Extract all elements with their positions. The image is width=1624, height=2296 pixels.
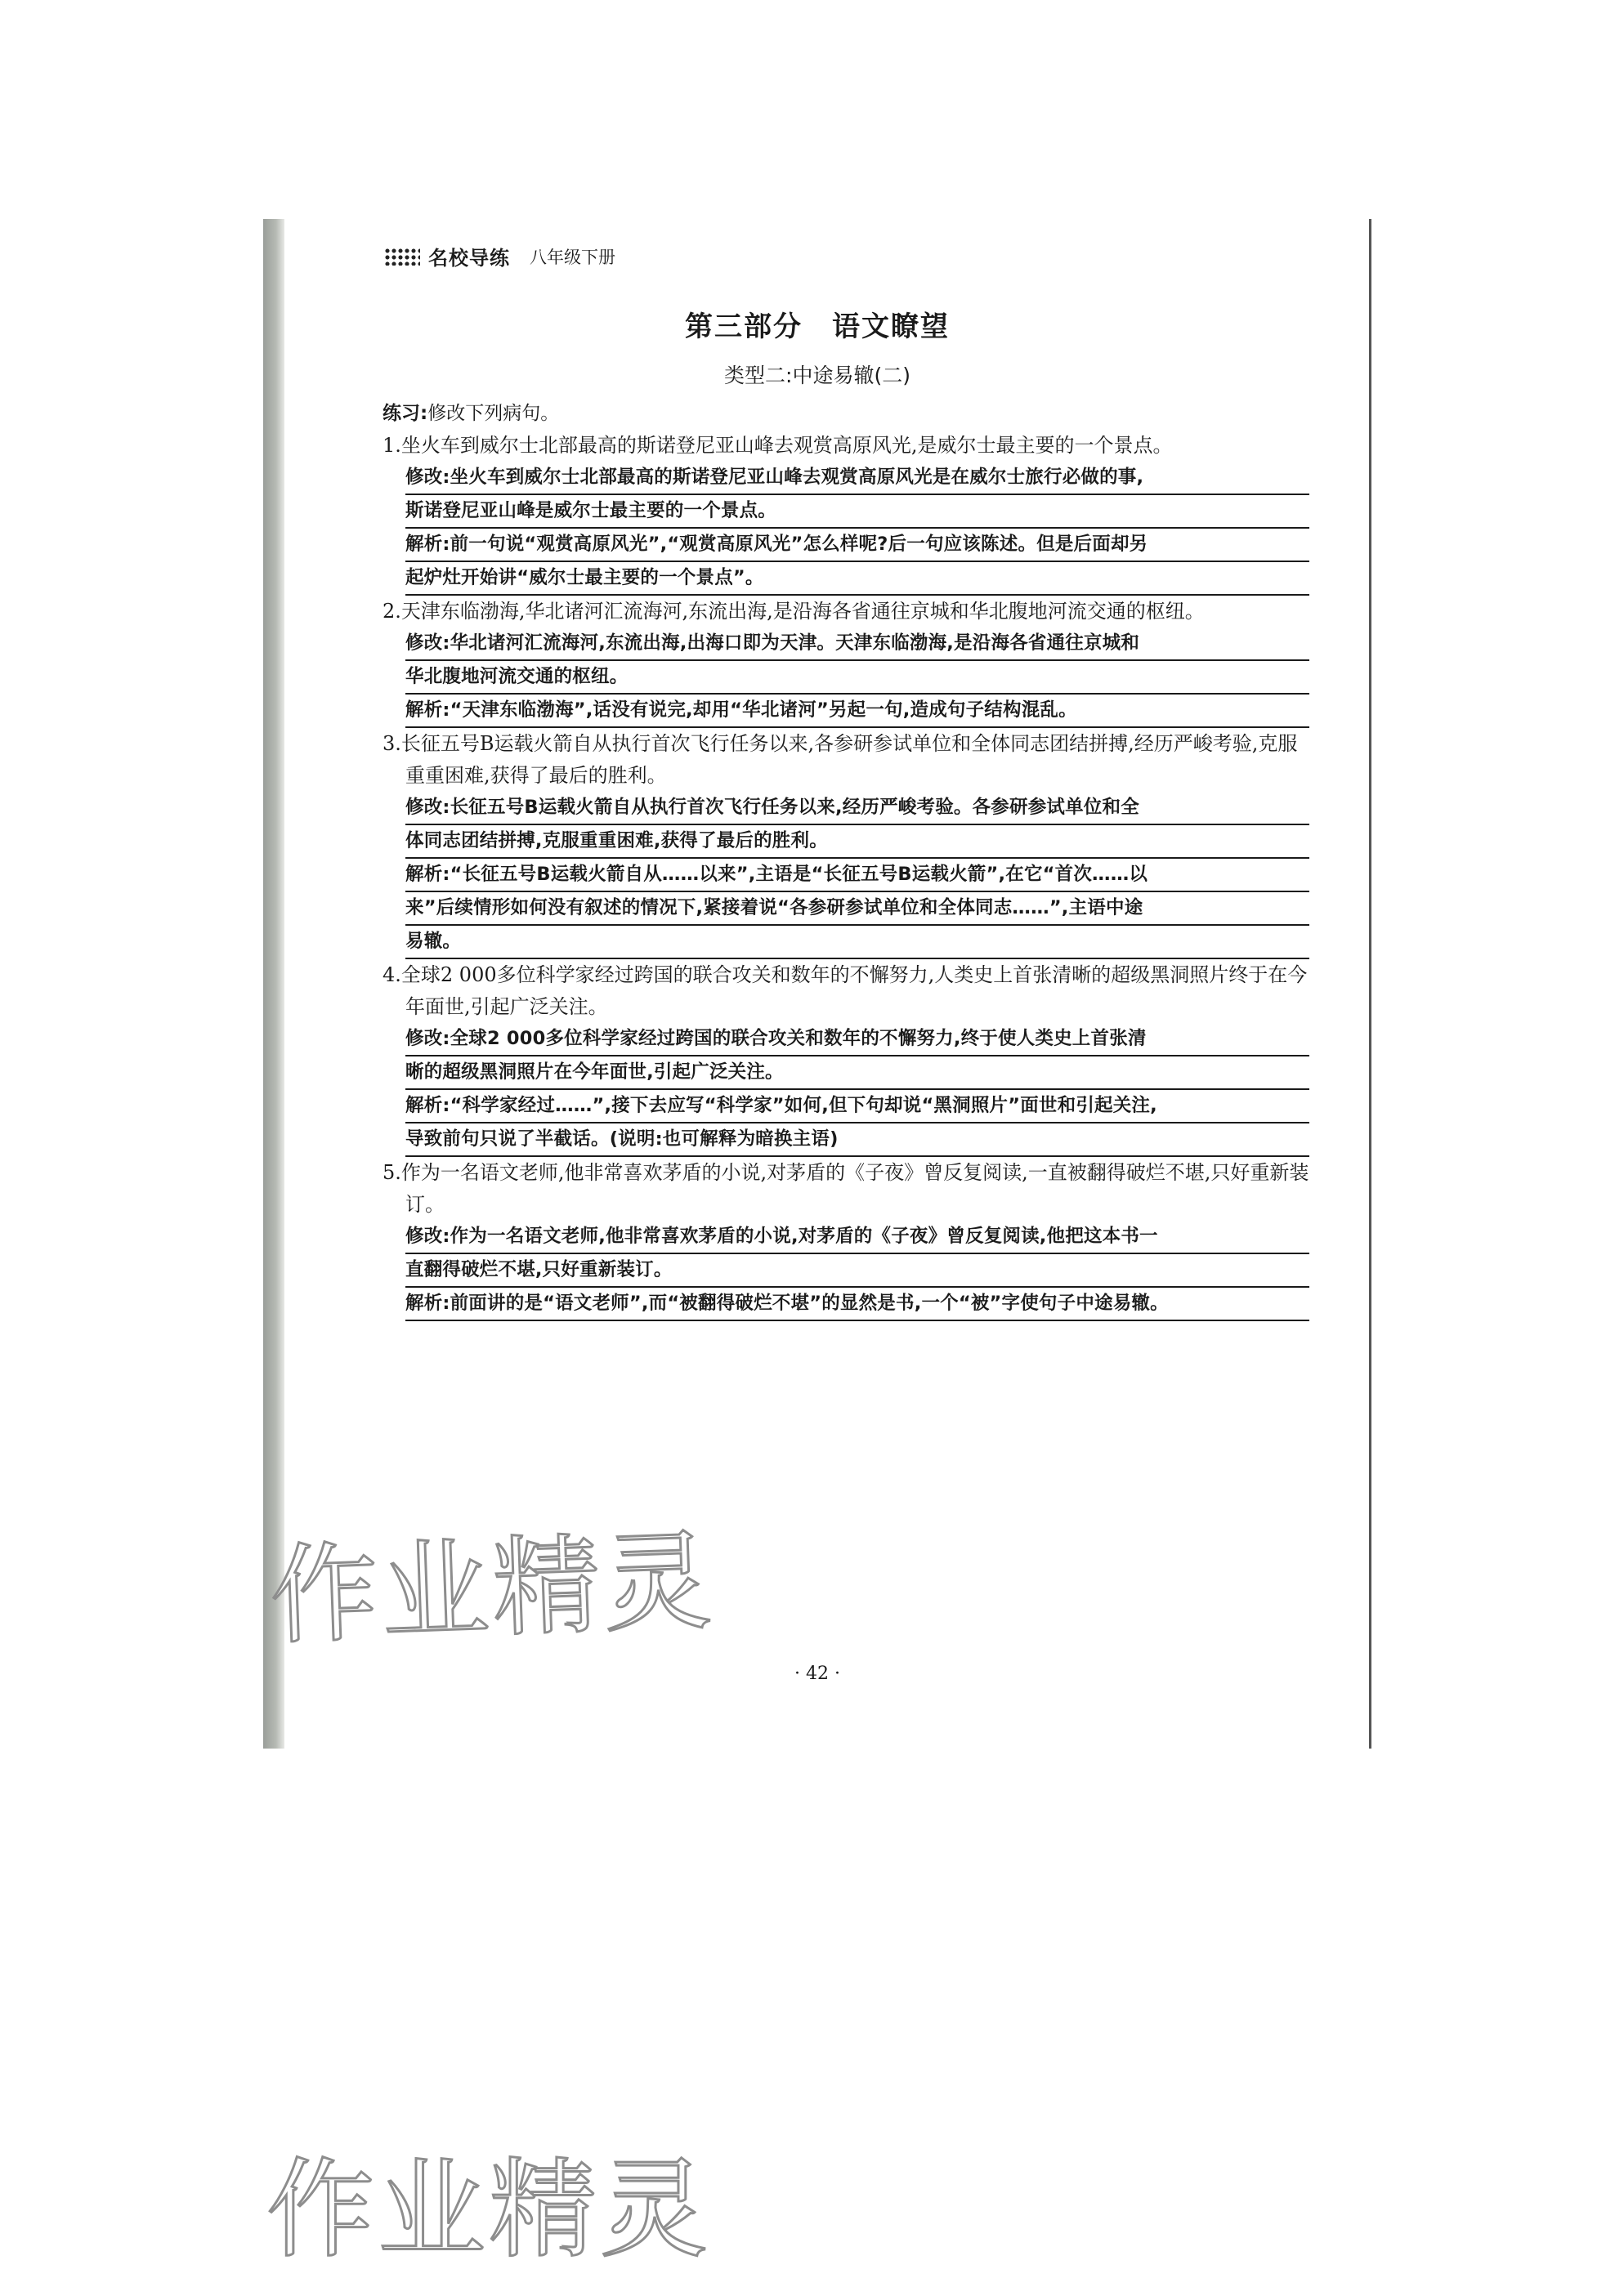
revision-line: 华北腹地河流交通的枢纽。 (405, 661, 1309, 695)
analysis-block (405, 859, 1309, 959)
analysis-line: 解析:“长征五号B运载火箭自从……以来”,主语是“长征五号B运载火箭”,在它“首次……以 (405, 859, 1309, 892)
analysis-block (405, 529, 1309, 596)
revision-line: 修改:作为一名语文老师,他非常喜欢茅盾的小说,对茅盾的《子夜》曾反复阅读,他把这本书一 (405, 1221, 1309, 1254)
revision-line: 斯诺登尼亚山峰是威尔士最主要的一个景点。 (405, 495, 1309, 529)
revision-block (405, 1023, 1309, 1090)
revision-block (405, 628, 1309, 695)
analysis-line: 解析:“天津东临渤海”,话没有说完,却用“华北诸河”另起一句,造成句子结构混乱。 (405, 695, 1309, 728)
watermark-text: 作业精灵 (266, 2147, 711, 2273)
revision-line: 修改:坐火车到威尔士北部最高的斯诺登尼亚山峰去观赏高原风光是在威尔士旅行必做的事, (405, 462, 1309, 495)
analysis-block (405, 1090, 1309, 1157)
scan-right-border (1369, 219, 1371, 1749)
exercise-content (383, 397, 1309, 1321)
question-text: 4.全球2 000多位科学家经过跨国的联合攻关和数年的不懈努力,人类史上首张清晰的超级黑洞照片终于在今年面世,引起广泛关注。 (383, 963, 1308, 1018)
revision-line: 体同志团结拼搏,克服重重困难,获得了最后的胜利。 (405, 825, 1309, 859)
revision-block (405, 462, 1309, 529)
dot-grid-icon (384, 248, 420, 266)
analysis-line: 起炉灶开始讲“威尔士最主要的一个景点”。 (405, 562, 1309, 596)
question-text: 1.坐火车到威尔士北部最高的斯诺登尼亚山峰去观赏高原风光,是威尔士最主要的一个景点。 (383, 434, 1173, 457)
exercise-heading (383, 397, 1309, 430)
revision-block (405, 1221, 1309, 1288)
section-title: 类型二:中途易辙(二) (724, 364, 910, 387)
revision-line: 晰的超级黑洞照片在今年面世,引起广泛关注。 (405, 1056, 1309, 1090)
analysis-line: 导致前句只说了半截话。(说明:也可解释为暗换主语) (405, 1123, 1309, 1157)
question-text: 3.长征五号B运载火箭自从执行首次飞行任务以来,各参研参试单位和全体同志团结拼搏,经历严峻考验,克服重重困难,获得了最后的胜利。 (383, 732, 1298, 787)
watermark-text: 作业精灵 (267, 1518, 717, 1660)
revision-line: 修改:华北诸河汇流海河,东流出海,出海口即为天津。天津东临渤海,是沿海各省通往京城和 (405, 628, 1309, 661)
exercise-label: 练习: (383, 403, 428, 424)
analysis-line: 解析:前面讲的是“语文老师”,而“被翻得破烂不堪”的显然是书,一个“被”字使句子中途易辙。 (405, 1288, 1309, 1321)
page-header (384, 242, 615, 270)
exercise-item (383, 596, 1309, 728)
exercise-item (383, 959, 1309, 1157)
analysis-block (405, 695, 1309, 728)
revision-line: 直翻得破烂不堪,只好重新装订。 (405, 1254, 1309, 1288)
analysis-line: 易辙。 (405, 926, 1309, 959)
exercise-instruction: 修改下列病句。 (427, 403, 560, 424)
page-number: · 42 · (794, 1664, 840, 1684)
question-text: 5.作为一名语文老师,他非常喜欢茅盾的小说,对茅盾的《子夜》曾反复阅读,一直被翻得破烂不堪,只好重新装订。 (383, 1161, 1309, 1216)
analysis-block (405, 1288, 1309, 1321)
analysis-line: 解析:“科学家经过……”,接下去应写“科学家”如何,但下句却说“黑洞照片”面世和引起关注, (405, 1090, 1309, 1123)
revision-line: 修改:全球2 000多位科学家经过跨国的联合攻关和数年的不懈努力,终于使人类史上首张清 (405, 1023, 1309, 1056)
exercise-item (383, 728, 1309, 959)
grade-label: 八年级下册 (530, 247, 615, 267)
exercise-item (383, 430, 1309, 596)
analysis-line: 来”后续情形如何没有叙述的情况下,紧接着说“各参研参试单位和全体同志……”,主语中途 (405, 892, 1309, 926)
revision-line: 修改:长征五号B运载火箭自从执行首次飞行任务以来,经历严峻考验。各参研参试单位和全 (405, 792, 1309, 825)
book-title: 名校导练 (428, 247, 510, 270)
part-title: 第三部分 语文瞭望 (685, 310, 950, 343)
analysis-line: 解析:前一句说“观赏高原风光”,“观赏高原风光”怎么样呢?后一句应该陈述。但是后面却另 (405, 529, 1309, 562)
question-text: 2.天津东临渤海,华北诸河汇流海河,东流出海,是沿海各省通往京城和华北腹地河流交通的枢纽。 (383, 600, 1205, 623)
revision-block (405, 792, 1309, 859)
exercise-item (383, 1157, 1309, 1321)
